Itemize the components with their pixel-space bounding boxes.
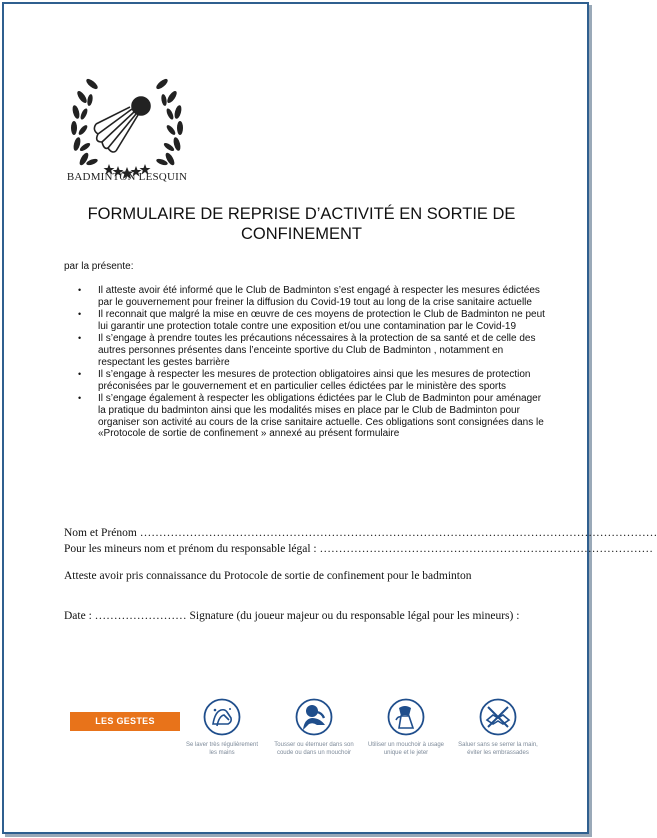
gestures-banner: LES GESTES BARRIÈRE : (70, 712, 180, 731)
bullet-icon: • (78, 333, 82, 344)
commitments-list (78, 285, 548, 441)
cough-elbow-icon (295, 698, 333, 736)
gesture-caption: Utiliser un mouchoir à usage unique et le jeter (367, 742, 445, 756)
list-item-text: Il s’engage à respecter les mesures de protection obligatoires ainsi que les mesures de protection préconisées par le gouvernement et en particulier celles édictées par le ministère des sports (98, 369, 531, 392)
list-item (78, 309, 548, 332)
bullet-icon: • (78, 309, 82, 320)
bullet-icon: • (78, 369, 82, 380)
list-item (78, 333, 548, 368)
club-name: BADMINTON LESQUIN (66, 171, 188, 183)
laurel-right (155, 77, 183, 166)
no-handshake-icon (479, 698, 517, 736)
gesture-item (366, 698, 446, 757)
bullet-icon: • (78, 285, 82, 295)
gesture-caption: Tousser ou éternuer dans son coude ou dans un mouchoir (274, 742, 354, 756)
bullet-icon: • (78, 393, 82, 404)
list-item (78, 393, 548, 439)
list-item-text: Il reconnait que malgré la mise en œuvre de ces moyens de protection le Club de Badminton ne peut lui garantir une protection totale contre une exposition et/ou une contamination par le Covid-19 (98, 309, 545, 332)
attestation-text: Atteste avoir pris connaissance du Protocole de sortie de confinement pour le badminton (64, 570, 472, 582)
list-item (78, 369, 548, 392)
gesture-caption: Saluer sans se serrer la main, éviter les embrassades (458, 742, 538, 756)
date-signature-field[interactable]: Date : …………………… Signature (du joueur majeur ou du responsable légal pour les mineurs) : (64, 610, 520, 622)
gesture-item (182, 698, 262, 757)
list-item-text: Il s’engage également à respecter les obligations édictées par le Club de Badminton pour aménager la pratique du badminton ainsi que les modalités mises en place par le Club de Badminton pour organiser son activité au cours de la crise sanitaire actuelle. Ces obligations sont consignées dans le «Protocole de sortie de confinement » annexé au présent formulaire (98, 393, 544, 440)
guardian-name-field[interactable]: Pour les mineurs nom et prénom du responsable légal : …………………………………………………………………………… (64, 543, 654, 555)
hand-washing-icon (203, 698, 241, 736)
shuttlecock-laurel-icon (64, 64, 190, 188)
list-item-text: Il s’engage à prendre toutes les précautions nécessaires à la protection de sa santé et de celle des autres personnes présentes dans l’enceinte sportive du Club de Badminton , notamment en respectant les gestes barrière (98, 333, 536, 368)
gesture-item (274, 698, 354, 757)
laurel-left (71, 77, 99, 166)
document-frame (2, 2, 657, 834)
list-item (78, 285, 548, 308)
list-item-text: Il atteste avoir été informé que le Club de Badminton s’est engagé à respecter les mesures édictées par le gouvernement pour freiner la diffusion du Covid-19 tout au long de la crise sanitaire actuelle (98, 285, 540, 308)
name-field[interactable]: Nom et Prénom ……………………………………………………………………………………………………………………… (64, 527, 657, 539)
intro-text: par la présente: (64, 261, 134, 272)
shuttlecock (94, 97, 150, 152)
gesture-item (458, 698, 538, 757)
tissue-icon (387, 698, 425, 736)
page-title: FORMULAIRE DE REPRISE D’ACTIVITÉ EN SORTIE DE CONFINEMENT (87, 205, 516, 243)
gesture-caption: Se laver très régulièrement les mains (185, 742, 259, 756)
